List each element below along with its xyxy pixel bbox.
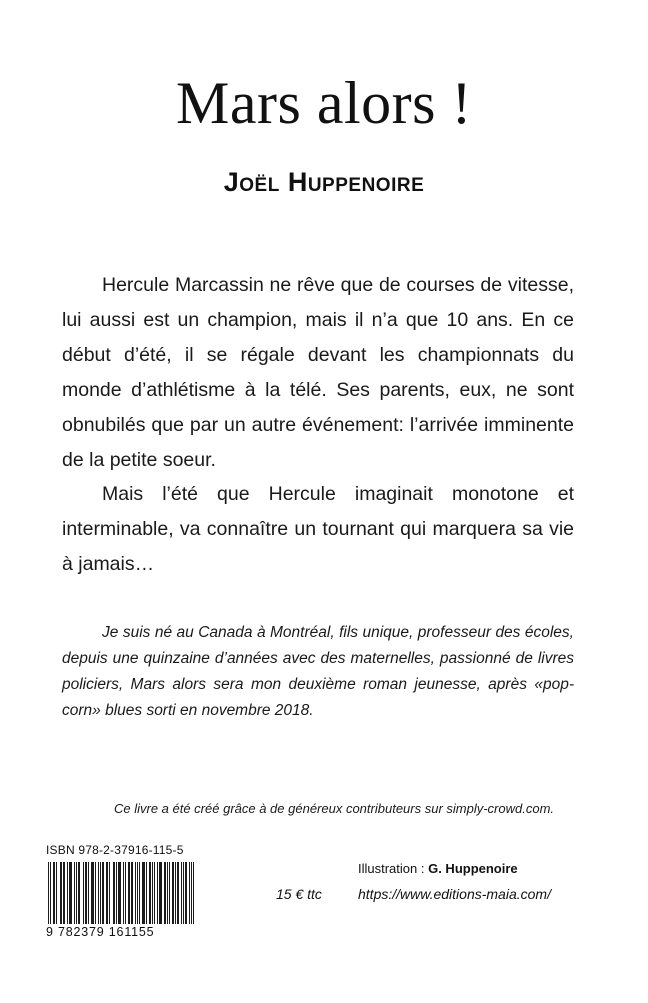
blurb-paragraph-1: Hercule Marcassin ne rêve que de courses de vitesse, lui aussi est un champion, mais il n’a que 10 ans. En ce début d’été, il se régale devant les championnats du monde d’athlétisme à la télé. Ses parents, eux, ne sont obnubilés que par un autre événement: l’arrivée imminente de la petite soeur.	[62, 274, 574, 471]
isbn-label: ISBN 978-2-37916-115-5	[46, 843, 184, 857]
author-name: Joël Huppenoire	[223, 167, 425, 197]
illustration-credit	[358, 860, 518, 878]
crowdfunding-credit: Ce livre a été créé grâce à de généreux contributeurs sur simply-crowd.com.	[113, 801, 555, 816]
blurb-paragraph-2: Mais l’été que Hercule imaginait monotone et interminable, va connaître un tournant qui marquera sa vie à jamais…	[62, 483, 574, 575]
illustration-label: Illustration :	[358, 861, 429, 876]
illustrator-name: G. Huppenoire	[428, 861, 518, 876]
author-bio: Je suis né au Canada à Montréal, fils unique, professeur des écoles, depuis une quinzaine d’années avec des maternelles, passionné de livres policiers, Mars alors sera mon deuxième roman jeunesse, après «pop-corn» blues sorti en novembre 2018.	[62, 624, 574, 719]
price-label: 15 € ttc	[276, 886, 322, 902]
publisher-website: https://www.editions-maia.com/	[358, 886, 551, 902]
barcode-digits: 9 782379 161155	[46, 924, 202, 940]
book-title: Mars alors !	[176, 70, 472, 136]
